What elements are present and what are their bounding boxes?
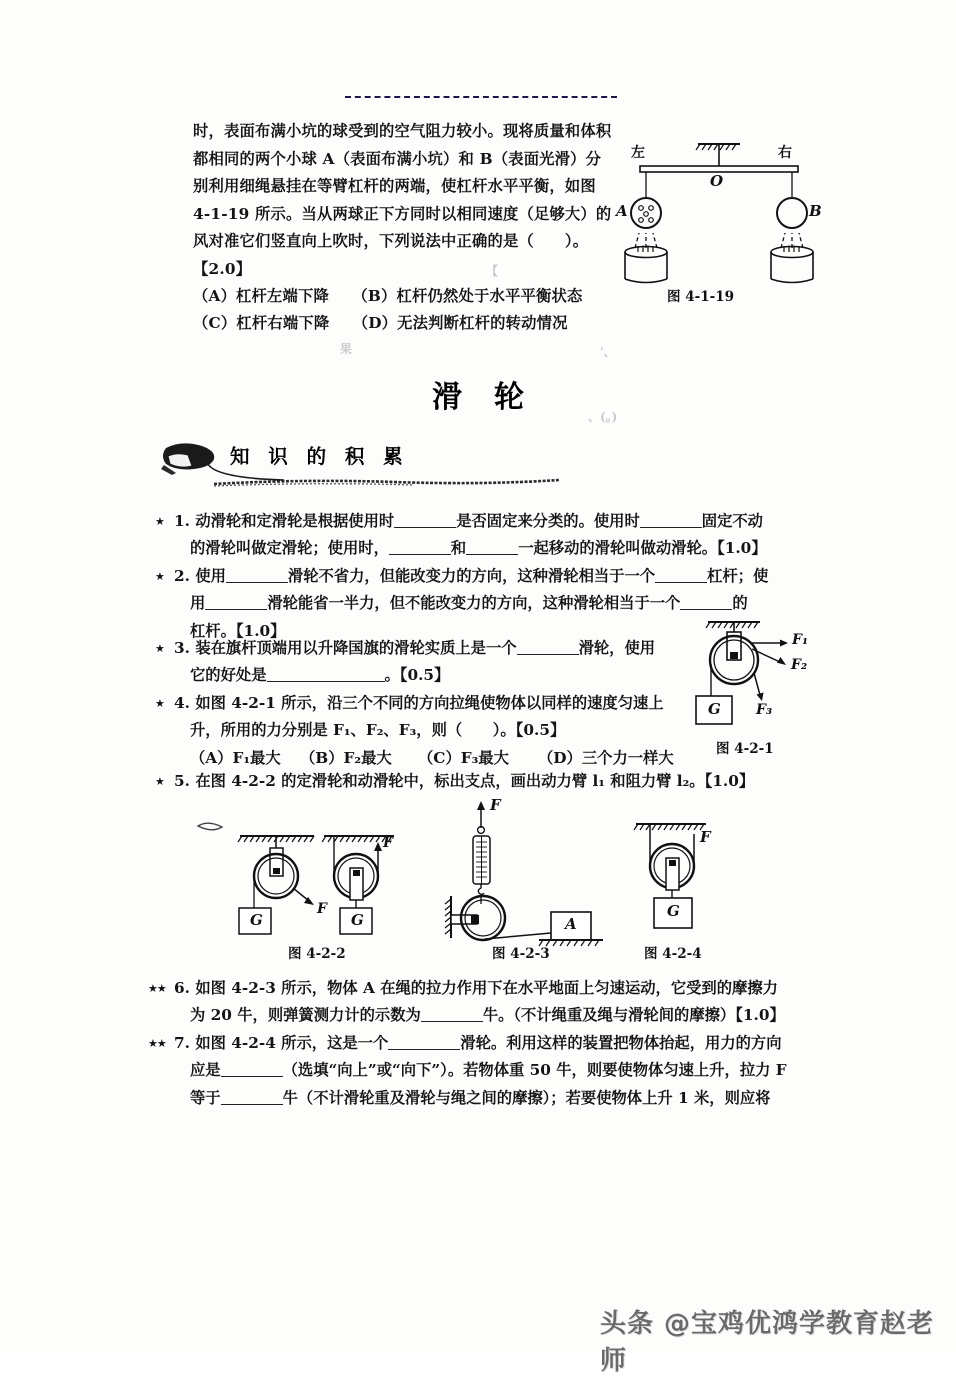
question-4-stars: ★ (155, 697, 164, 710)
q6-score: 【1.0】 (735, 1006, 785, 1025)
q7-text-b: 滑轮。利用这样的装置把物体抬起，用力的方向 (460, 1034, 782, 1052)
figure-4-1-19-fulcrum-label: O (710, 172, 724, 190)
scan-artifact: 、(。) (588, 410, 618, 424)
q1-text-f: 一起移动的滑轮叫做动滑轮。 (518, 539, 718, 558)
question-4 (174, 690, 694, 745)
q3-blank-2[interactable] (267, 681, 385, 682)
q3-score: 【0.5】 (399, 666, 450, 685)
q7-text-e: 等于 (190, 1088, 221, 1107)
figure-4-1-19-ball-b-label: B (809, 202, 822, 220)
figure-4-2-2-weight-right: G (351, 911, 364, 929)
watermark: 头条 @宝鸡优鸿学教育赵老师 (600, 1309, 935, 1376)
page-title: 滑轮 (432, 380, 556, 415)
q7-blank-2[interactable] (221, 1076, 283, 1077)
figure-4-2-1 (694, 618, 814, 736)
question-3 (174, 635, 694, 690)
figure-4-2-2-force-left: F (317, 901, 327, 917)
question-1-stars: ★ (155, 515, 164, 528)
q1-blank-3[interactable] (389, 554, 451, 555)
figure-4-2-2-weight-left: G (250, 911, 263, 929)
question-1 (174, 508, 794, 563)
q6-blank-1[interactable] (421, 1021, 483, 1022)
figure-4-2-3-caption: 图 4-2-3 (492, 946, 550, 962)
q4-option-d[interactable]: （D）三个力一样大 (538, 749, 674, 767)
question-6-number: 6. (174, 979, 190, 997)
intro-question-body: 时，表面布满小坑的球受到的空气阻力较小。现将质量和体积都相同的两个小球 A（表面布满小坑）和 B（表面光滑）分别利用细绳悬挂在等臂杠杆的两端，使杠杆水平平衡，如图 4-1-19 所示。当从两球正下方同时以相同速度（足够大）的风对准它们竖直向上吹时，下列说法中正确的是（ ）。【2.0】 (193, 122, 612, 278)
q1-text-d: 的滑轮叫做定滑轮；使用时， (190, 539, 389, 558)
top-dashed-rule (345, 96, 617, 98)
q3-text-c: 它的好处是 (190, 666, 267, 685)
figure-4-2-4-caption: 图 4-2-4 (644, 946, 702, 962)
q3-text-b: 滑轮，使用 (578, 639, 656, 657)
question-7 (174, 1030, 808, 1112)
q1-text-c: 固定不动 (701, 512, 763, 530)
banner-title: 知 识 的 积 累 (230, 445, 409, 468)
question-2-stars: ★ (155, 570, 164, 583)
q2-text-d: 用 (190, 594, 206, 613)
q3-blank-1[interactable] (517, 654, 579, 655)
q4-score: 【0.5】 (515, 721, 566, 740)
figure-4-2-1-force-1: F₁ (792, 632, 809, 648)
scan-artifact: 【 (486, 264, 499, 278)
q2-blank-1[interactable] (226, 582, 288, 583)
q2-text-b: 滑轮不省力，但能改变力的方向，这种滑轮相当于一个 (287, 567, 656, 585)
intro-choices-line-1: （A）杠杆左端下降 （B）杠杆仍然处于水平平衡状态 (193, 287, 583, 305)
figure-4-2-1-force-2: F₂ (791, 657, 808, 673)
q2-text-c: 杠杆；使 (707, 567, 769, 585)
q7-text-a: 如图 4-2-4 所示，这是一个 (195, 1034, 389, 1052)
question-2-number: 2. (174, 567, 190, 585)
q2-score: 【1.0】 (235, 621, 286, 640)
figure-4-1-19-label-left: 左 (631, 145, 645, 161)
question-6 (174, 975, 804, 1030)
figure-4-1-19-label-right: 右 (778, 145, 792, 161)
q5-text: 在图 4-2-2 的定滑轮和动滑轮中，标出支点，画出动力臂 l₁ 和阻力臂 l₂。 (195, 772, 705, 790)
q2-text-f: 的 (732, 594, 748, 613)
q1-text-e: 和 (450, 539, 467, 558)
section-banner (158, 438, 578, 490)
figure-4-2-1-caption: 图 4-2-1 (716, 741, 774, 757)
q4-text-a: 如图 4-2-1 所示，沿三个不同的方向拉绳使物体以同样的速度匀速上 (195, 694, 664, 712)
question-7-number: 7. (174, 1034, 190, 1052)
q2-blank-3[interactable] (205, 609, 267, 610)
q2-blank-4[interactable] (680, 609, 732, 610)
q3-text-a: 装在旗杆顶端用以升降国旗的滑轮实质上是一个 (195, 639, 517, 657)
q1-blank-1[interactable] (394, 527, 456, 528)
question-7-stars: ★★ (148, 1037, 166, 1050)
q6-text-a: 如图 4-2-3 所示，物体 A 在绳的拉力作用下在水平地面上匀速运动，它受到的摩擦力 (195, 979, 778, 997)
figure-4-2-3-force-label: F (490, 796, 501, 814)
question-1-number: 1. (174, 512, 190, 530)
q1-score: 【1.0】 (717, 539, 767, 558)
q2-blank-2[interactable] (655, 582, 707, 583)
banner-curve (156, 464, 286, 486)
q6-text-b: 为 20 牛，则弹簧测力计的示数为 (190, 1006, 421, 1025)
q4-text-b: 升，所用的力分别是 F₁、F₂、F₃，则（ ）。 (190, 721, 516, 740)
figure-4-2-4-weight-label: G (667, 902, 680, 920)
question-4-number: 4. (174, 694, 190, 712)
figure-4-2-2-force-right: F (383, 835, 393, 851)
figure-4-2-2-caption: 图 4-2-2 (288, 946, 346, 962)
question-3-stars: ★ (155, 642, 164, 655)
q1-text-b: 是否固定来分类的。使用时 (456, 512, 640, 530)
q1-blank-2[interactable] (640, 527, 702, 528)
figure-4-1-19 (616, 136, 822, 281)
figure-4-2-3 (443, 796, 608, 940)
figure-4-1-19-ball-a-label: A (616, 202, 628, 220)
intro-choices-line-2: （C）杠杆右端下降 （D）无法判断杠杆的转动情况 (193, 314, 568, 332)
q4-option-b[interactable]: （B）F₂最大 (300, 749, 392, 767)
figure-4-2-3-block-label: A (565, 915, 577, 933)
figure-4-2-4-force-label: F (700, 828, 711, 846)
question-3-number: 3. (174, 639, 190, 657)
q5-score: 【1.0】 (704, 772, 755, 790)
figure-4-2-2 (196, 822, 426, 944)
q7-blank-1[interactable] (388, 1049, 460, 1050)
q7-text-f: 牛（不计滑轮重及滑轮与绳之间的摩擦）；若要使物体上升 1 米，则应将 (282, 1088, 771, 1107)
figure-4-2-1-force-3: F₃ (756, 702, 773, 718)
question-5-stars: ★ (155, 775, 164, 788)
q4-option-c[interactable]: （C）F₃最大 (418, 749, 509, 767)
q3-text-d: 。 (384, 666, 400, 685)
q2-text-a: 使用 (195, 567, 226, 585)
figure-4-1-19-caption: 图 4-1-19 (667, 289, 734, 305)
q7-text-d: （选填“向上”或“向下”）。若物体重 50 牛，则要使物体匀速上升，拉力 F (282, 1061, 787, 1080)
q7-text-c: 应是 (190, 1061, 221, 1080)
q7-blank-3[interactable] (221, 1104, 283, 1105)
q2-text-e: 滑轮能省一半力，但不能改变力的方向，这种滑轮相当于一个 (267, 594, 681, 613)
q1-text-a: 动滑轮和定滑轮是根据使用时 (195, 512, 395, 530)
question-5 (174, 768, 794, 795)
figure-4-2-4 (630, 818, 750, 938)
figure-4-2-1-weight-label: G (708, 700, 721, 718)
scan-artifact: '、 (600, 345, 616, 359)
question-6-stars: ★★ (148, 982, 166, 995)
q2-text-g: 杠杆。 (190, 621, 236, 640)
question-5-number: 5. (174, 772, 190, 790)
q6-text-c: 牛。（不计绳重及绳与滑轮间的摩擦） (482, 1006, 736, 1025)
q4-option-a[interactable]: （A）F₁最大 (190, 749, 281, 767)
scan-artifact: 果 (340, 342, 353, 356)
q1-blank-4[interactable] (466, 554, 518, 555)
